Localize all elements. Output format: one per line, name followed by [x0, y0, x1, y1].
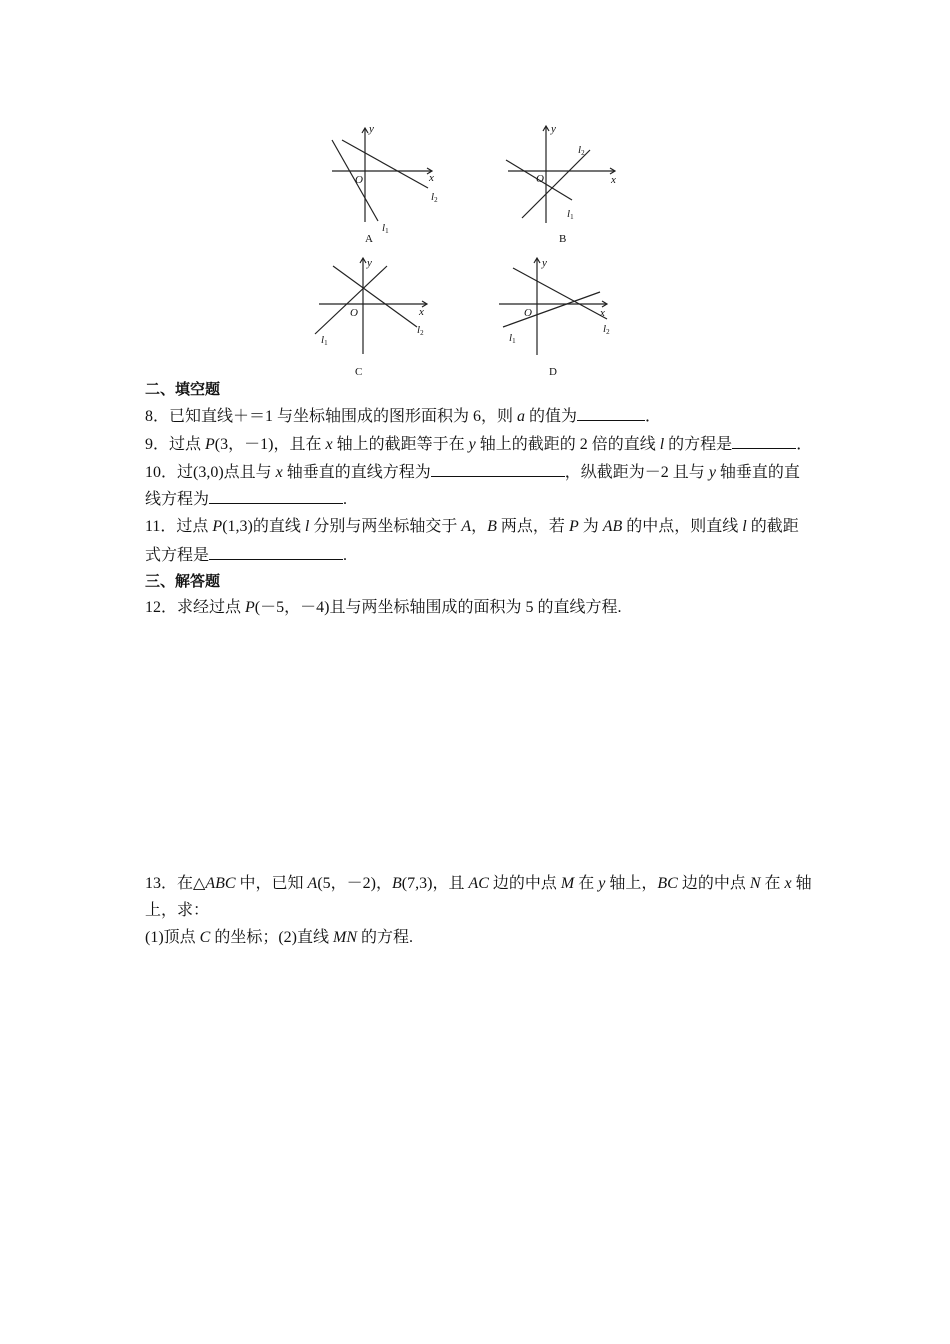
y-axis-label: y: [542, 257, 547, 269]
x-axis-label: x: [611, 174, 616, 186]
l2-label: l2: [431, 191, 438, 204]
question-10-line-1: 10．过(3,0)点且与 x 轴垂直的直线方程为 ，纵截距为－2 且与 y 轴垂直的直: [145, 460, 800, 484]
question-9: 9．过点 P(3，－1)，且在 x 轴上的截距等于在 y 轴上的截距的 2 倍的直线 l 的方程是 ．: [145, 432, 812, 456]
origin-label: O: [355, 174, 363, 186]
question-13-line-2: 上，求：: [145, 902, 210, 919]
origin-label: O: [536, 173, 544, 185]
origin-label: O: [350, 307, 358, 319]
question-13-line-1: 13．在△ABC 中，已知 A(5，－2)，B(7,3)，且 AC 边的中点 M 在 y 轴上，BC 边的中点 N 在 x 轴: [145, 875, 812, 892]
figure-caption: C: [355, 366, 363, 378]
question-11-line-1: 11．过点 P(1,3)的直线 l 分别与两坐标轴交于 A，B 两点，若 P 为 AB 的中点，则直线 l 的截距: [145, 518, 799, 535]
line-l1: [315, 266, 387, 334]
l1-label: l1: [321, 334, 328, 347]
x-axis-label: x: [419, 306, 424, 318]
l2-label: l2: [417, 324, 424, 337]
line-l1: [503, 292, 600, 327]
y-axis-label: y: [367, 257, 372, 269]
l2-label: l2: [578, 144, 585, 157]
figure-caption: B: [559, 233, 567, 245]
line-l2: [333, 266, 417, 327]
y-axis-label: y: [551, 123, 556, 135]
section-heading-solve: 三、解答题: [145, 572, 221, 590]
l2-label: l2: [603, 323, 610, 336]
l1-label: l1: [509, 332, 516, 345]
question-8: 8．已知直线＋＝1 与坐标轴围成的图形面积为 6，则 a 的值为 ．: [145, 404, 661, 428]
line-l2: [522, 150, 590, 218]
answer-blank[interactable]: [577, 404, 645, 421]
figure-caption: D: [549, 366, 557, 378]
question-11-line-2: 式方程是 .: [145, 543, 347, 567]
question-10-line-2: 线方程为 .: [145, 487, 347, 511]
figure-b: [500, 118, 630, 248]
answer-blank[interactable]: [209, 543, 343, 560]
answer-blank[interactable]: [732, 432, 796, 449]
section-heading-fill-in: 二、填空题: [145, 380, 221, 398]
origin-label: O: [524, 307, 532, 319]
x-axis-label: x: [429, 172, 434, 184]
answer-blank[interactable]: [209, 487, 343, 504]
question-12: 12．求经过点 P(－5，－4)且与两坐标轴围成的面积为 5 的直线方程.: [145, 599, 622, 616]
answer-blank[interactable]: [431, 460, 565, 477]
l1-label: l1: [567, 208, 574, 221]
x-axis-label: x: [600, 307, 605, 319]
figure-caption: A: [365, 233, 373, 245]
y-axis-label: y: [369, 123, 374, 135]
question-13-line-3: (1)顶点 C 的坐标；(2)直线 MN 的方程.: [145, 929, 414, 946]
figure-c: [305, 254, 435, 379]
l1-label: l1: [382, 222, 389, 235]
figure-a: [320, 118, 450, 248]
figure-d: [495, 254, 625, 379]
